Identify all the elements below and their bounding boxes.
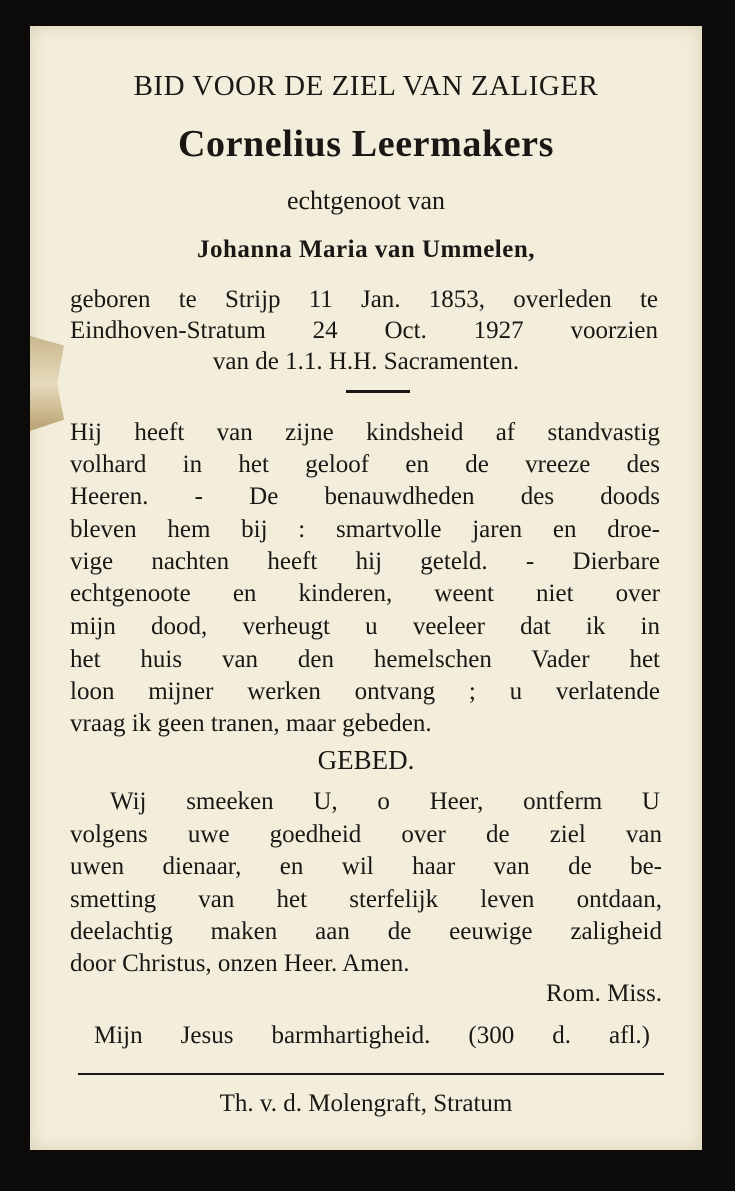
text-line: volhard in het geloof en de vreeze des [70, 451, 660, 478]
prayer-heading: GEBED. [317, 745, 415, 775]
spouse-name: Johanna Maria van Ummelen, [197, 236, 535, 263]
printer-credit: Th. v. d. Molengraft, Stratum [219, 1090, 513, 1117]
divider-short [346, 390, 410, 393]
text-line: echtgenoote en kinderen, weent niet over [70, 580, 660, 607]
prayer-line: door Christus, onzen Heer. Amen. [70, 950, 410, 977]
divider-long [78, 1073, 664, 1075]
text-line: vraag ik geen tranen, maar gebeden. [70, 710, 432, 737]
text-line: loon mijner werken ontvang ; u verlatende [70, 678, 660, 705]
text-line: het huis van den hemelschen Vader het [70, 646, 660, 673]
prayer-line: uwen dienaar, en wil haar van de be- [70, 853, 662, 880]
birth-death-line: geboren te Strijp 11 Jan. 1853, overleden te [70, 286, 658, 313]
prayer-line: deelachtig maken aan de eeuwige zaligheid [70, 918, 662, 945]
text-line: bleven hem bij : smartvolle jaren en droe- [70, 516, 660, 543]
card-header: BID VOOR DE ZIEL VAN ZALIGER [133, 70, 599, 102]
text-line: Hij heeft van zijne kindsheid af standvastig [70, 419, 660, 446]
spouse-label: echtgenoot van [286, 186, 446, 215]
prayer-source: Rom. Miss. [545, 980, 662, 1007]
birth-death-line: van de 1.1. H.H. Sacramenten. [212, 348, 520, 375]
prayer-line: smetting van het sterfelijk leven ontdaan, [70, 886, 662, 913]
birth-death-line: Eindhoven-Stratum 24 Oct. 1927 voorzien [70, 317, 658, 344]
prayer-line: volgens uwe goedheid over de ziel van [70, 821, 662, 848]
text-line: Heeren. - De benauwdheden des doods [70, 483, 660, 510]
text-line: mijn dood, verheugt u veeleer dat ik in [70, 613, 660, 640]
text-line: vige nachten heeft hij geteld. - Dierbare [70, 548, 660, 575]
deceased-name: Cornelius Leermakers [177, 123, 555, 165]
prayer-line: Wij smeeken U, o Heer, ontferm U [110, 788, 660, 815]
memorial-card [30, 26, 702, 1150]
indulgence-line: Mijn Jesus barmhartigheid. (300 d. afl.) [94, 1022, 650, 1049]
